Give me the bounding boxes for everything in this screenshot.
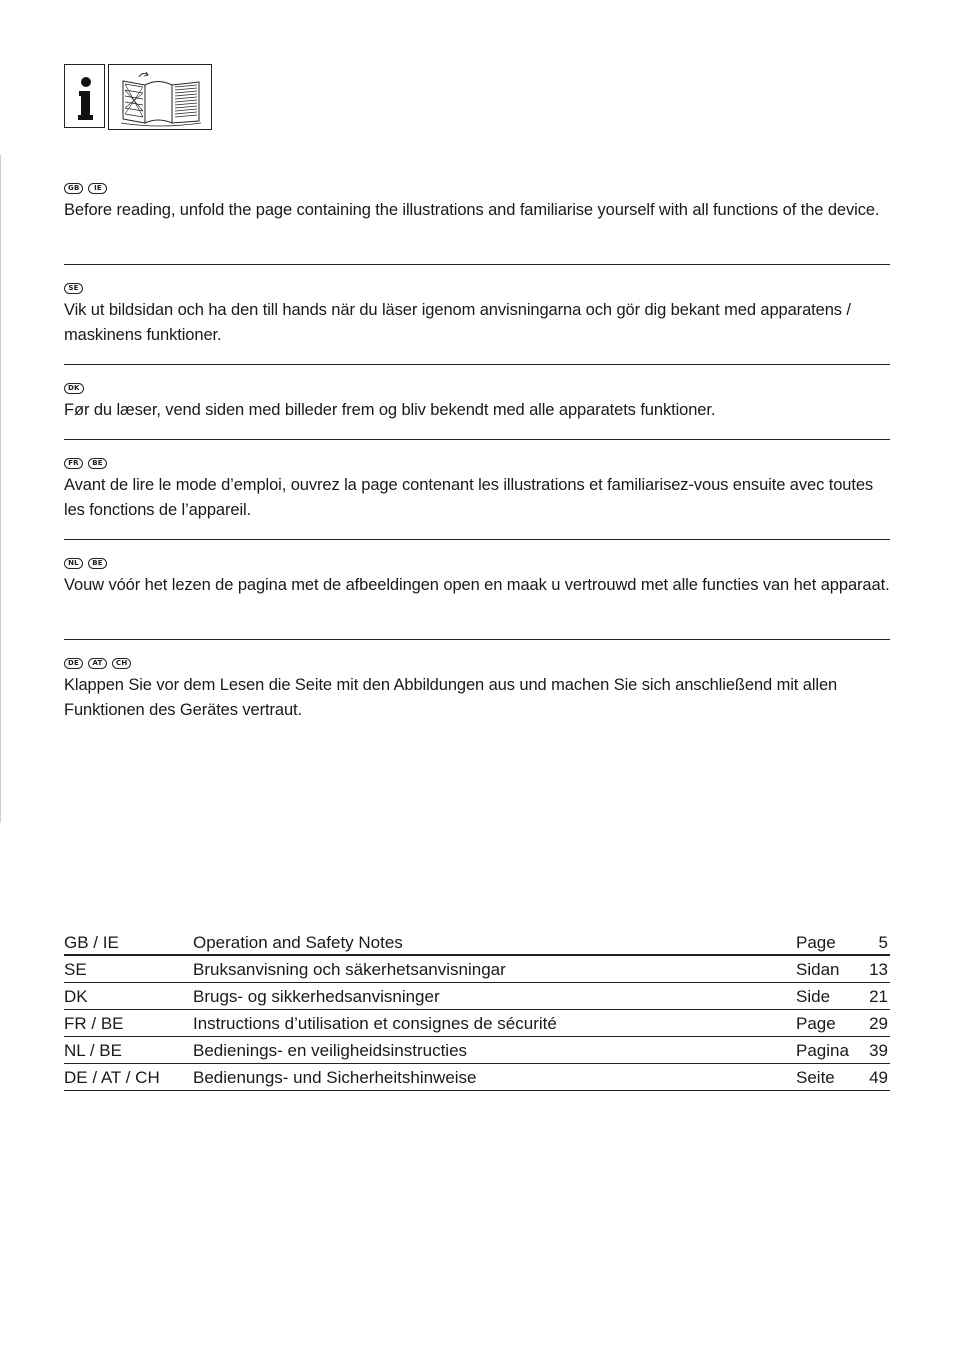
toc-country: DE / AT / CH — [64, 1068, 160, 1087]
instruction-text: Klappen Sie vor dem Lesen die Seite mit den Abbildungen aus und machen Sie sich anschließend mit allen Funktionen des Gerätes vertraut. — [64, 676, 838, 719]
toc-title: Brugs- og sikkerhedsanvisninger — [193, 987, 440, 1006]
toc-row[interactable] — [64, 1010, 890, 1037]
instruction-text: Avant de lire le mode d’emploi, ouvrez la page contenant les illustrations et familiarisez-vous ensuite avec toutes les fonctions de l’appareil. — [64, 476, 874, 519]
toc-country: SE — [64, 960, 87, 979]
instruction-text: Vik ut bildsidan och ha den till hands när du läser igenom anvisningarna och gör dig bekant med apparatens / maskinens funktioner. — [64, 301, 851, 344]
toc-country: NL / BE — [64, 1041, 122, 1060]
toc-page-label: Side — [796, 987, 831, 1006]
margin-rule — [0, 155, 1, 823]
toc-page-number: 29 — [869, 1014, 888, 1033]
section-dk — [64, 381, 890, 440]
toc-row[interactable] — [64, 1037, 890, 1064]
toc-title: Instructions d’utilisation et consignes de sécurité — [193, 1014, 557, 1033]
section-nl-be — [64, 556, 890, 640]
table-of-contents — [64, 929, 890, 1091]
section-gb-ie — [64, 181, 890, 265]
info-icon — [64, 64, 105, 128]
country-badge: GB — [64, 183, 83, 194]
instruction-text: Vouw vóór het lezen de pagina met de afbeeldingen open en maak u vertrouwd met alle functies van het apparaat. — [64, 576, 890, 594]
country-badge: IE — [88, 183, 107, 194]
country-badge: DE — [64, 658, 83, 669]
toc-page-label: Pagina — [796, 1041, 849, 1060]
toc-row[interactable] — [64, 983, 890, 1010]
country-badges — [64, 281, 890, 295]
country-badges — [64, 456, 890, 470]
toc-country: GB / IE — [64, 933, 119, 952]
section-de-at-ch — [64, 656, 890, 732]
toc-row[interactable] — [64, 956, 890, 983]
toc-country: DK — [64, 987, 88, 1006]
toc-page-number: 39 — [869, 1041, 888, 1060]
instruction-text: Before reading, unfold the page containing the illustrations and familiarise yourself with all functions of the device. — [64, 201, 880, 219]
country-badge: BE — [88, 558, 107, 569]
section-se — [64, 281, 890, 365]
toc-title: Operation and Safety Notes — [193, 933, 403, 952]
toc-page-label: Sidan — [796, 960, 840, 979]
toc-page-label: Seite — [796, 1068, 835, 1087]
toc-page-number: 13 — [869, 960, 888, 979]
toc-row[interactable] — [64, 929, 890, 956]
country-badge: SE — [64, 283, 83, 294]
country-badge: AT — [88, 658, 107, 669]
country-badges — [64, 656, 890, 670]
toc-title: Bedienings- en veiligheidsinstructies — [193, 1041, 468, 1060]
country-badges — [64, 381, 890, 395]
section-fr-be — [64, 456, 890, 540]
country-badge: NL — [64, 558, 83, 569]
toc-country: FR / BE — [64, 1014, 124, 1033]
country-badges — [64, 556, 890, 570]
country-badge: BE — [88, 458, 107, 469]
toc-title: Bedienungs- und Sicherheitshinweise — [193, 1068, 477, 1087]
country-badges — [64, 181, 890, 195]
country-badge: CH — [112, 658, 131, 669]
toc-page-label: Page — [796, 1014, 836, 1033]
toc-page-number: 5 — [878, 933, 888, 952]
toc-page-number: 21 — [869, 987, 888, 1006]
toc-row[interactable] — [64, 1064, 890, 1091]
toc-page-label: Page — [796, 933, 836, 952]
country-badge: DK — [64, 383, 84, 394]
country-badge: FR — [64, 458, 83, 469]
toc-title: Bruksanvisning och säkerhetsanvisningar — [193, 960, 506, 979]
unfold-page-icon — [108, 64, 212, 130]
toc-page-number: 49 — [869, 1068, 888, 1087]
instruction-text: Før du læser, vend siden med billeder frem og bliv bekendt med alle apparatets funktioner. — [64, 401, 716, 419]
